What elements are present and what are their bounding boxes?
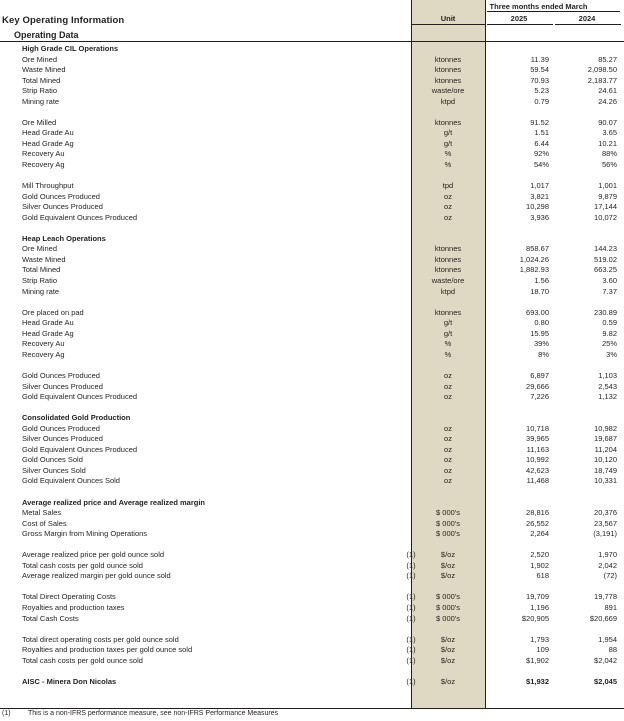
row-value-2025: 39% xyxy=(533,339,549,349)
column-header-unit: Unit xyxy=(440,14,456,23)
row-value-2024: 18,749 xyxy=(594,465,617,475)
row-value-2025: 42,623 xyxy=(526,465,549,475)
row-unit: g/t xyxy=(443,128,453,138)
row-value-2025: 10,992 xyxy=(526,455,549,465)
row-value-2025: 618 xyxy=(536,571,549,581)
table-row xyxy=(0,181,624,192)
header-bottom-rule xyxy=(0,41,624,42)
row-value-2025: 1.56 xyxy=(534,276,549,286)
row-label: Royalties and production taxes xyxy=(22,602,125,612)
row-value-2024: 230.89 xyxy=(594,307,617,317)
row-value-2025: 1,024.26 xyxy=(519,254,549,264)
row-value-2024: 1,001 xyxy=(598,181,617,191)
row-value-2024: $2,045 xyxy=(594,676,617,686)
row-value-2025: 1,017 xyxy=(530,181,549,191)
table-spacer-row xyxy=(0,540,624,551)
table-row xyxy=(0,276,624,287)
row-unit: $/oz xyxy=(440,560,456,570)
row-value-2025: 0.79 xyxy=(534,96,549,106)
table-row xyxy=(0,339,624,350)
row-label: Gold Ounces Produced xyxy=(22,423,100,433)
table-row xyxy=(0,308,624,319)
row-unit: $ 000's xyxy=(436,518,460,528)
table-row xyxy=(0,65,624,76)
table-row xyxy=(0,392,624,403)
row-value-2024: 10,331 xyxy=(594,476,617,486)
table-spacer-row xyxy=(0,171,624,182)
row-footnote-marker: (1) xyxy=(406,645,416,655)
table-row xyxy=(0,561,624,572)
row-value-2024: 9,879 xyxy=(598,191,617,201)
row-value-2024: 85.27 xyxy=(598,54,617,64)
row-label: AISC - Minera Don Nicolas xyxy=(22,676,117,686)
table-row xyxy=(0,382,624,393)
period-header-rule xyxy=(487,11,620,12)
row-label: Ore placed on pad xyxy=(22,307,84,317)
row-value-2024: 10,120 xyxy=(594,455,617,465)
year1-header-rule xyxy=(487,24,553,25)
row-label: Total Direct Operating Costs xyxy=(22,592,116,602)
row-unit: oz xyxy=(444,434,452,444)
row-unit: oz xyxy=(444,202,452,212)
table-row xyxy=(0,592,624,603)
row-unit: oz xyxy=(444,465,452,475)
page-title: Key Operating Information xyxy=(2,15,125,26)
row-label: Strip Ratio xyxy=(22,86,58,96)
row-value-2024: 1,132 xyxy=(598,392,617,402)
row-label: Average realized price and Average realized margin xyxy=(22,497,205,507)
row-value-2025: 8% xyxy=(538,349,549,359)
row-value-2025: 10,718 xyxy=(526,423,549,433)
row-value-2024: 10.21 xyxy=(598,138,617,148)
row-value-2025: 92% xyxy=(533,149,549,159)
row-value-2025: 54% xyxy=(533,160,549,170)
table-row xyxy=(0,424,624,435)
table-row xyxy=(0,255,624,266)
row-label: Gold Equivalent Ounces Produced xyxy=(22,392,138,402)
table-row xyxy=(0,76,624,87)
row-value-2025: $1,932 xyxy=(526,676,549,686)
row-unit: oz xyxy=(444,191,452,201)
table-row xyxy=(0,614,624,625)
row-label: Gold Ounces Sold xyxy=(22,455,83,465)
table-row xyxy=(0,635,624,646)
row-value-2024: 2,543 xyxy=(598,381,617,391)
row-value-2025: 70.93 xyxy=(530,75,549,85)
row-unit: oz xyxy=(444,392,452,402)
row-value-2024: 1,970 xyxy=(598,550,617,560)
row-value-2024: (72) xyxy=(603,571,617,581)
row-value-2024: 88 xyxy=(608,645,617,655)
row-value-2025: 109 xyxy=(536,645,549,655)
row-unit: g/t xyxy=(443,138,453,148)
row-unit: % xyxy=(444,349,452,359)
row-value-2024: 11,204 xyxy=(594,444,617,454)
row-value-2025: 7,226 xyxy=(530,392,549,402)
row-label: Head Grade Au xyxy=(22,128,74,138)
table-row xyxy=(0,287,624,298)
row-value-2024: 3.65 xyxy=(602,128,617,138)
row-unit: ktonnes xyxy=(434,244,462,254)
column-group-header-period: Three months ended March xyxy=(489,2,588,11)
row-footnote-marker: (1) xyxy=(406,550,416,560)
row-footnote-marker: (1) xyxy=(406,676,416,686)
row-value-2024: 519.02 xyxy=(594,254,617,264)
year2-header-rule xyxy=(555,24,621,25)
footnote-text: This is a non-IFRS performance measure, see non-IFRS Performance Measures xyxy=(28,710,279,717)
table-spacer-row xyxy=(0,624,624,635)
row-value-2024: (3,191) xyxy=(593,529,617,539)
table-row xyxy=(0,455,624,466)
table-spacer-row xyxy=(0,223,624,234)
row-value-2024: 0.59 xyxy=(602,318,617,328)
row-unit: ktonnes xyxy=(434,254,462,264)
row-value-2025: 10,298 xyxy=(526,202,549,212)
row-label: Gold Equivalent Ounces Produced xyxy=(22,212,138,222)
row-label: Average realized margin per gold ounce sold xyxy=(22,571,171,581)
row-value-2025: 858.67 xyxy=(526,244,549,254)
row-value-2024: 2,042 xyxy=(598,560,617,570)
row-value-2025: 15.95 xyxy=(530,328,549,338)
row-value-2024: 9.82 xyxy=(602,328,617,338)
row-unit: $/oz xyxy=(440,655,456,665)
table-row xyxy=(0,476,624,487)
row-label: Ore Mined xyxy=(22,244,58,254)
row-value-2025: 39,965 xyxy=(526,434,549,444)
section-title-operating-data: Operating Data xyxy=(14,30,79,40)
row-label: Silver Ounces Produced xyxy=(22,202,103,212)
table-row xyxy=(0,550,624,561)
row-label: Total Mined xyxy=(22,265,61,275)
row-label: Strip Ratio xyxy=(22,276,58,286)
row-label: Silver Ounces Produced xyxy=(22,434,103,444)
row-label: Total Cash Costs xyxy=(22,613,79,623)
row-label: Silver Ounces Produced xyxy=(22,381,103,391)
table-row xyxy=(0,656,624,667)
row-label: Head Grade Au xyxy=(22,318,74,328)
row-label: Recovery Ag xyxy=(22,160,65,170)
table-row xyxy=(0,213,624,224)
table-row xyxy=(0,508,624,519)
table-section-row xyxy=(0,234,624,245)
row-label: Total cash costs per gold ounce sold xyxy=(22,560,143,570)
unit-header-rule xyxy=(411,24,485,25)
row-unit: $ 000's xyxy=(436,592,460,602)
row-value-2024: 88% xyxy=(601,149,617,159)
table-row xyxy=(0,434,624,445)
table-row xyxy=(0,677,624,688)
table-row xyxy=(0,97,624,108)
row-label: Head Grade Ag xyxy=(22,328,74,338)
row-footnote-marker: (1) xyxy=(406,571,416,581)
table-row xyxy=(0,645,624,656)
row-value-2025: 26,552 xyxy=(526,518,549,528)
table-spacer-row xyxy=(0,487,624,498)
row-footnote-marker: (1) xyxy=(406,602,416,612)
row-value-2025: 5.23 xyxy=(534,86,549,96)
row-unit: $ 000's xyxy=(436,529,460,539)
table-row xyxy=(0,350,624,361)
row-value-2024: $20,669 xyxy=(589,613,617,623)
row-unit: g/t xyxy=(443,318,453,328)
row-value-2024: 144.23 xyxy=(594,244,617,254)
table-row xyxy=(0,265,624,276)
table-row xyxy=(0,128,624,139)
row-label: Gold Ounces Produced xyxy=(22,370,100,380)
table-section-row xyxy=(0,44,624,55)
row-value-2025: 6.44 xyxy=(534,138,549,148)
row-value-2025: 0.80 xyxy=(534,318,549,328)
row-value-2024: 7.37 xyxy=(602,286,617,296)
row-label: Waste Mined xyxy=(22,65,66,75)
row-unit: g/t xyxy=(443,328,453,338)
row-value-2024: 56% xyxy=(601,160,617,170)
row-label: Silver Ounces Sold xyxy=(22,465,86,475)
row-value-2025: 1,793 xyxy=(530,634,549,644)
row-label: Ore Milled xyxy=(22,117,57,127)
table-row xyxy=(0,202,624,213)
table-spacer-row xyxy=(0,360,624,371)
row-value-2024: 2,183.77 xyxy=(587,75,617,85)
row-unit: oz xyxy=(444,476,452,486)
row-value-2025: 18.70 xyxy=(530,286,549,296)
row-unit: $ 000's xyxy=(436,613,460,623)
row-unit: waste/ore xyxy=(431,276,465,286)
table-spacer-row xyxy=(0,107,624,118)
footnote xyxy=(2,710,278,717)
row-label: Average realized price per gold ounce sold xyxy=(22,550,165,560)
row-unit: oz xyxy=(444,212,452,222)
row-footnote-marker: (1) xyxy=(406,655,416,665)
row-unit: $ 000's xyxy=(436,602,460,612)
column-header-year-2025: 2025 xyxy=(510,14,528,23)
row-label: Head Grade Ag xyxy=(22,138,74,148)
row-unit: ktonnes xyxy=(434,54,462,64)
table-row xyxy=(0,466,624,477)
row-value-2025: 2,520 xyxy=(530,550,549,560)
table-bottom-rule xyxy=(0,708,624,709)
row-footnote-marker: (1) xyxy=(406,560,416,570)
table-row xyxy=(0,371,624,382)
row-value-2025: $1,902 xyxy=(526,655,549,665)
row-value-2025: 11.39 xyxy=(530,54,549,64)
row-label: Gold Ounces Produced xyxy=(22,191,100,201)
table-row xyxy=(0,160,624,171)
table-spacer-row xyxy=(0,403,624,414)
table-row xyxy=(0,118,624,129)
table-row xyxy=(0,519,624,530)
table-spacer-row xyxy=(0,582,624,593)
row-label: Metal Sales xyxy=(22,508,62,518)
row-value-2024: 10,072 xyxy=(594,212,617,222)
row-value-2025: 6,897 xyxy=(530,370,549,380)
row-value-2024: 90.07 xyxy=(598,117,617,127)
row-value-2025: 59.54 xyxy=(530,65,549,75)
row-value-2024: 20,376 xyxy=(594,508,617,518)
row-label: Heap Leach Operations xyxy=(22,233,106,243)
row-value-2024: 24.61 xyxy=(598,86,617,96)
row-label: Total direct operating costs per gold ounce sold xyxy=(22,634,179,644)
row-value-2024: 3.60 xyxy=(602,276,617,286)
row-label: Royalties and production taxes per gold ounce sold xyxy=(22,645,193,655)
row-unit: oz xyxy=(444,423,452,433)
table-row xyxy=(0,603,624,614)
table-row xyxy=(0,445,624,456)
row-unit: waste/ore xyxy=(431,86,465,96)
row-label: Ore Mined xyxy=(22,54,58,64)
row-footnote-marker: (1) xyxy=(406,634,416,644)
row-value-2024: 2,098.50 xyxy=(587,65,617,75)
row-label: Cost of Sales xyxy=(22,518,67,528)
row-unit: ktpd xyxy=(440,96,456,106)
row-value-2025: 11,468 xyxy=(526,476,549,486)
row-label: Gold Equivalent Ounces Produced xyxy=(22,444,138,454)
row-unit: % xyxy=(444,339,452,349)
row-footnote-marker: (1) xyxy=(406,613,416,623)
row-unit: oz xyxy=(444,370,452,380)
row-label: Gross Margin from Mining Operations xyxy=(22,529,148,539)
table-section-row xyxy=(0,498,624,509)
row-label: Recovery Au xyxy=(22,149,65,159)
row-unit: oz xyxy=(444,381,452,391)
row-value-2025: 2,264 xyxy=(530,529,549,539)
row-value-2024: 1,103 xyxy=(598,370,617,380)
row-value-2024: 1,954 xyxy=(598,634,617,644)
row-unit: ktonnes xyxy=(434,75,462,85)
column-header-year-2024: 2024 xyxy=(578,14,596,23)
table-body xyxy=(0,44,624,687)
row-unit: % xyxy=(444,149,452,159)
row-value-2024: 19,687 xyxy=(594,434,617,444)
table-section-row xyxy=(0,413,624,424)
table-spacer-row xyxy=(0,297,624,308)
table-header xyxy=(0,0,624,44)
row-unit: $ 000's xyxy=(436,508,460,518)
row-unit: ktonnes xyxy=(434,307,462,317)
table-row xyxy=(0,139,624,150)
row-value-2024: 24.26 xyxy=(598,96,617,106)
row-value-2024: 891 xyxy=(604,602,617,612)
row-unit: $/oz xyxy=(440,634,456,644)
row-value-2025: 19,709 xyxy=(526,592,549,602)
row-value-2025: 28,816 xyxy=(526,508,549,518)
row-label: High Grade CIL Operations xyxy=(22,44,119,53)
table-row xyxy=(0,529,624,540)
table-row xyxy=(0,86,624,97)
row-unit: tpd xyxy=(442,181,454,191)
row-label: Mining rate xyxy=(22,286,60,296)
row-unit: ktonnes xyxy=(434,117,462,127)
row-value-2025: 11,163 xyxy=(526,444,549,454)
row-label: Gold Equivalent Ounces Sold xyxy=(22,476,120,486)
table-row xyxy=(0,55,624,66)
row-unit: $/oz xyxy=(440,550,456,560)
row-value-2025: 693.00 xyxy=(526,307,549,317)
row-unit: oz xyxy=(444,455,452,465)
table-row xyxy=(0,318,624,329)
footnote-marker: (1) xyxy=(2,710,11,717)
row-value-2025: 1,196 xyxy=(530,602,549,612)
row-unit: ktonnes xyxy=(434,65,462,75)
row-label: Consolidated Gold Production xyxy=(22,413,131,423)
row-value-2025: 3,936 xyxy=(530,212,549,222)
row-unit: ktonnes xyxy=(434,265,462,275)
row-unit: $/oz xyxy=(440,571,456,581)
row-label: Total cash costs per gold ounce sold xyxy=(22,655,143,665)
table-row xyxy=(0,571,624,582)
row-unit: $/oz xyxy=(440,645,456,655)
row-label: Total Mined xyxy=(22,75,61,85)
row-value-2024: 663.25 xyxy=(594,265,617,275)
table-row xyxy=(0,244,624,255)
row-value-2024: 23,567 xyxy=(594,518,617,528)
row-value-2025: 3,821 xyxy=(530,191,549,201)
row-value-2024: $2,042 xyxy=(594,655,617,665)
table-row xyxy=(0,149,624,160)
row-footnote-marker: (1) xyxy=(406,592,416,602)
row-label: Recovery Au xyxy=(22,339,65,349)
row-value-2025: 1.51 xyxy=(534,128,549,138)
row-value-2025: $20,905 xyxy=(521,613,549,623)
row-value-2024: 3% xyxy=(606,349,617,359)
row-unit: oz xyxy=(444,444,452,454)
table-row xyxy=(0,329,624,340)
row-value-2024: 10,982 xyxy=(594,423,617,433)
row-label: Mining rate xyxy=(22,96,60,106)
row-label: Waste Mined xyxy=(22,254,66,264)
table-row xyxy=(0,192,624,203)
row-unit: % xyxy=(444,160,452,170)
row-value-2024: 25% xyxy=(601,339,617,349)
row-label: Recovery Ag xyxy=(22,349,65,359)
table-spacer-row xyxy=(0,666,624,677)
row-value-2024: 17,144 xyxy=(594,202,617,212)
row-value-2025: 29,666 xyxy=(526,381,549,391)
row-value-2025: 1,882.93 xyxy=(519,265,549,275)
row-unit: ktpd xyxy=(440,286,456,296)
row-value-2024: 19,778 xyxy=(594,592,617,602)
row-label: Mill Throughput xyxy=(22,181,74,191)
row-value-2025: 1,902 xyxy=(530,560,549,570)
row-value-2025: 91.52 xyxy=(530,117,549,127)
row-unit: $/oz xyxy=(440,676,456,686)
